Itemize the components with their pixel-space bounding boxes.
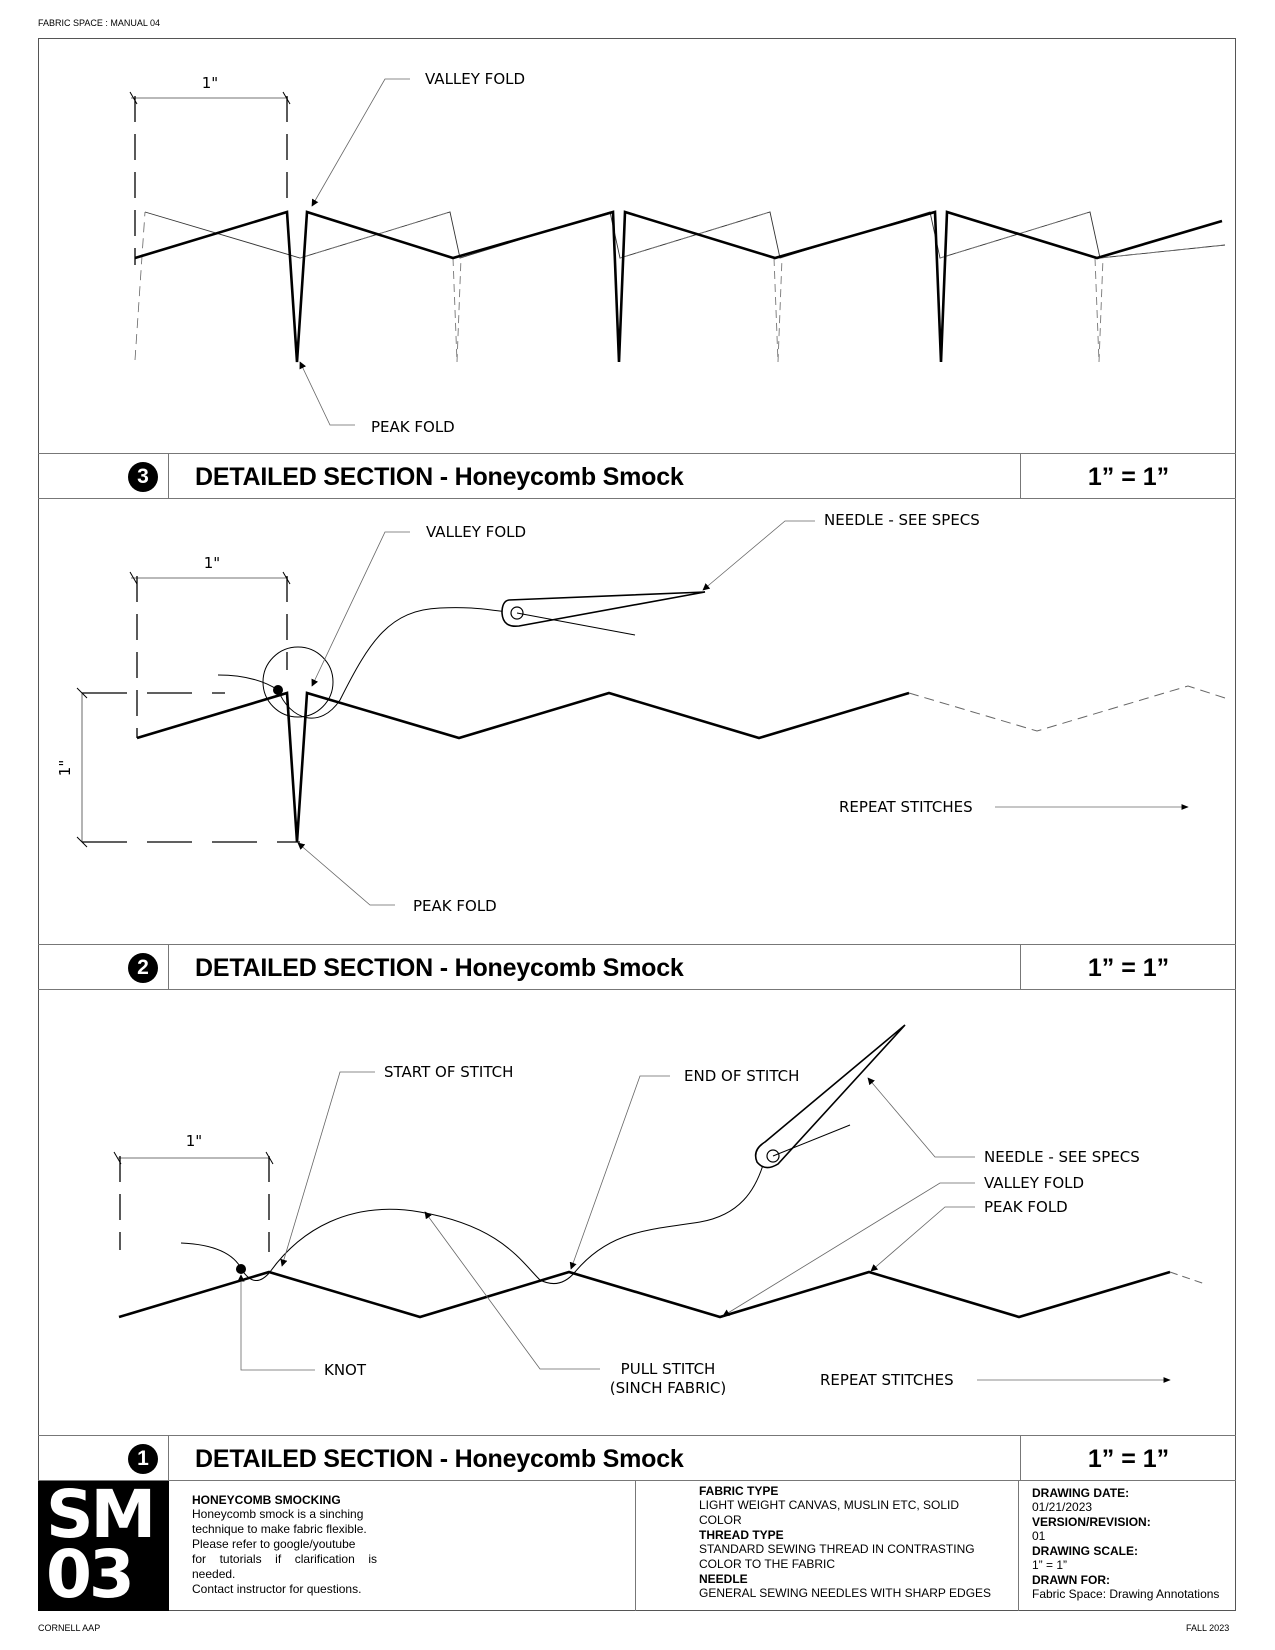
dim-label: 1" xyxy=(185,1132,203,1150)
end-stitch-label: END OF STITCH xyxy=(684,1067,800,1085)
drawn-for-value: Fabric Space: Drawing Annotations xyxy=(1032,1587,1220,1601)
thread-type-line: COLOR TO THE FABRIC xyxy=(699,1557,836,1571)
thread-type-value xyxy=(699,1542,1018,1572)
peak-fold-label: PEAK FOLD xyxy=(413,897,497,915)
specs-block xyxy=(636,1481,1019,1611)
pull-stitch-label: PULL STITCH xyxy=(620,1360,716,1378)
section-1-title: DETAILED SECTION - Honeycomb Smock xyxy=(195,1445,684,1473)
needle-label: NEEDLE - SEE SPECS xyxy=(824,511,980,529)
detail-circle xyxy=(263,647,333,717)
fabric-fold-line xyxy=(119,1272,1170,1317)
section-1-scale: 1” = 1” xyxy=(1087,1445,1170,1473)
fabric-continuation xyxy=(909,686,1225,731)
version-value: 01 xyxy=(1032,1529,1046,1543)
fabric-type-value xyxy=(699,1498,1018,1528)
valley-fold-label: VALLEY FOLD xyxy=(425,70,526,88)
valley-fold-leader xyxy=(723,1183,975,1316)
section-3-title: DETAILED SECTION - Honeycomb Smock xyxy=(195,463,684,491)
repeat-label: REPEAT STITCHES xyxy=(820,1371,954,1389)
knot-dot xyxy=(236,1264,246,1274)
section-3-drawing xyxy=(0,0,1275,460)
section-2-drawing xyxy=(0,500,1275,944)
fabric-type-label: FABRIC TYPE xyxy=(699,1484,779,1498)
description-line: Contact instructor for questions. xyxy=(192,1582,362,1596)
fabric-fold-line xyxy=(135,212,1222,362)
fabric-type-line: COLOR xyxy=(699,1513,742,1527)
start-stitch-label: START OF STITCH xyxy=(384,1063,514,1081)
dim-label: 1" xyxy=(201,74,219,92)
pull-stitch-leader xyxy=(425,1212,600,1369)
needle-spec-label: NEEDLE xyxy=(699,1572,748,1586)
valley-fold-leader xyxy=(312,532,410,686)
peak-fold-label: PEAK FOLD xyxy=(371,418,455,436)
section-1-number: 1 xyxy=(128,1444,158,1474)
needle-leader xyxy=(703,521,815,590)
valley-fold-label: VALLEY FOLD xyxy=(426,523,527,541)
footer-term: FALL 2023 xyxy=(1186,1623,1230,1633)
drawing-info-block xyxy=(1019,1481,1236,1611)
sheet-code-line1: SM xyxy=(46,1476,154,1553)
description-body xyxy=(192,1507,377,1597)
section-3-scale: 1” = 1” xyxy=(1087,463,1170,491)
pull-stitch-sublabel: (SINCH FABRIC) xyxy=(609,1379,727,1397)
description-title: HONEYCOMB SMOCKING xyxy=(192,1493,341,1507)
thread-line xyxy=(278,608,515,719)
knot-leader xyxy=(241,1275,315,1370)
sheet-code-line2: 03 xyxy=(46,1536,132,1613)
needle-shape xyxy=(502,592,705,626)
needle-shape xyxy=(756,1025,905,1168)
repeat-label: REPEAT STITCHES xyxy=(839,798,973,816)
drawing-date-value: 01/21/2023 xyxy=(1032,1500,1093,1514)
peak-fold-leader xyxy=(300,362,355,425)
section-3-title-bar xyxy=(38,453,1236,499)
peak-fold-leader xyxy=(298,843,395,905)
footer-school: CORNELL AAP xyxy=(38,1623,101,1633)
needle-label: NEEDLE - SEE SPECS xyxy=(984,1148,1140,1166)
thread-type-line: STANDARD SEWING THREAD IN CONTRASTING xyxy=(699,1542,975,1556)
section-3-number: 3 xyxy=(128,462,158,492)
fabric-type-line: LIGHT WEIGHT CANVAS, MUSLIN ETC, SOLID xyxy=(699,1498,960,1512)
section-1-drawing xyxy=(0,990,1275,1435)
manual-header: FABRIC SPACE : MANUAL 04 xyxy=(38,18,161,28)
needle-spec-value: GENERAL SEWING NEEDLES WITH SHARP EDGES xyxy=(699,1586,992,1600)
needle-leader xyxy=(868,1078,975,1157)
description-line: needed. xyxy=(192,1567,236,1581)
description-line: for tutorials if clarification is xyxy=(192,1552,377,1566)
scale-label: DRAWING SCALE: xyxy=(1032,1544,1138,1558)
sheet-badge xyxy=(38,1476,169,1613)
peak-fold-leader xyxy=(871,1207,975,1271)
peak-fold-label: PEAK FOLD xyxy=(984,1198,1068,1216)
section-1-title-bar xyxy=(38,1435,1236,1481)
scale-value: 1” = 1” xyxy=(1032,1558,1068,1572)
valley-fold-leader xyxy=(312,79,410,206)
section-2-title: DETAILED SECTION - Honeycomb Smock xyxy=(195,954,684,982)
dim-label-vertical: 1" xyxy=(56,759,74,777)
knot-label: KNOT xyxy=(324,1361,367,1379)
end-stitch-leader xyxy=(571,1076,670,1269)
valley-fold-label: VALLEY FOLD xyxy=(984,1174,1085,1192)
description-block xyxy=(169,1481,636,1611)
description-line: Please refer to google/youtube xyxy=(192,1537,356,1551)
version-label: VERSION/REVISION: xyxy=(1032,1515,1151,1529)
section-2-scale: 1” = 1” xyxy=(1087,954,1170,982)
description-line: technique to make fabric flexible. xyxy=(192,1522,367,1536)
thread-type-label: THREAD TYPE xyxy=(699,1528,784,1542)
thread-line xyxy=(181,1165,763,1284)
description-line: Honeycomb smock is a sinching xyxy=(192,1507,364,1521)
section-2-number: 2 xyxy=(128,953,158,983)
thread-tail xyxy=(218,675,278,690)
dim-label-horizontal: 1" xyxy=(203,554,221,572)
drawing-date-label: DRAWING DATE: xyxy=(1032,1486,1130,1500)
drawn-for-label: DRAWN FOR: xyxy=(1032,1573,1110,1587)
start-stitch-leader xyxy=(282,1072,375,1266)
section-2-title-bar xyxy=(38,944,1236,990)
fabric-fold-line xyxy=(137,693,909,842)
